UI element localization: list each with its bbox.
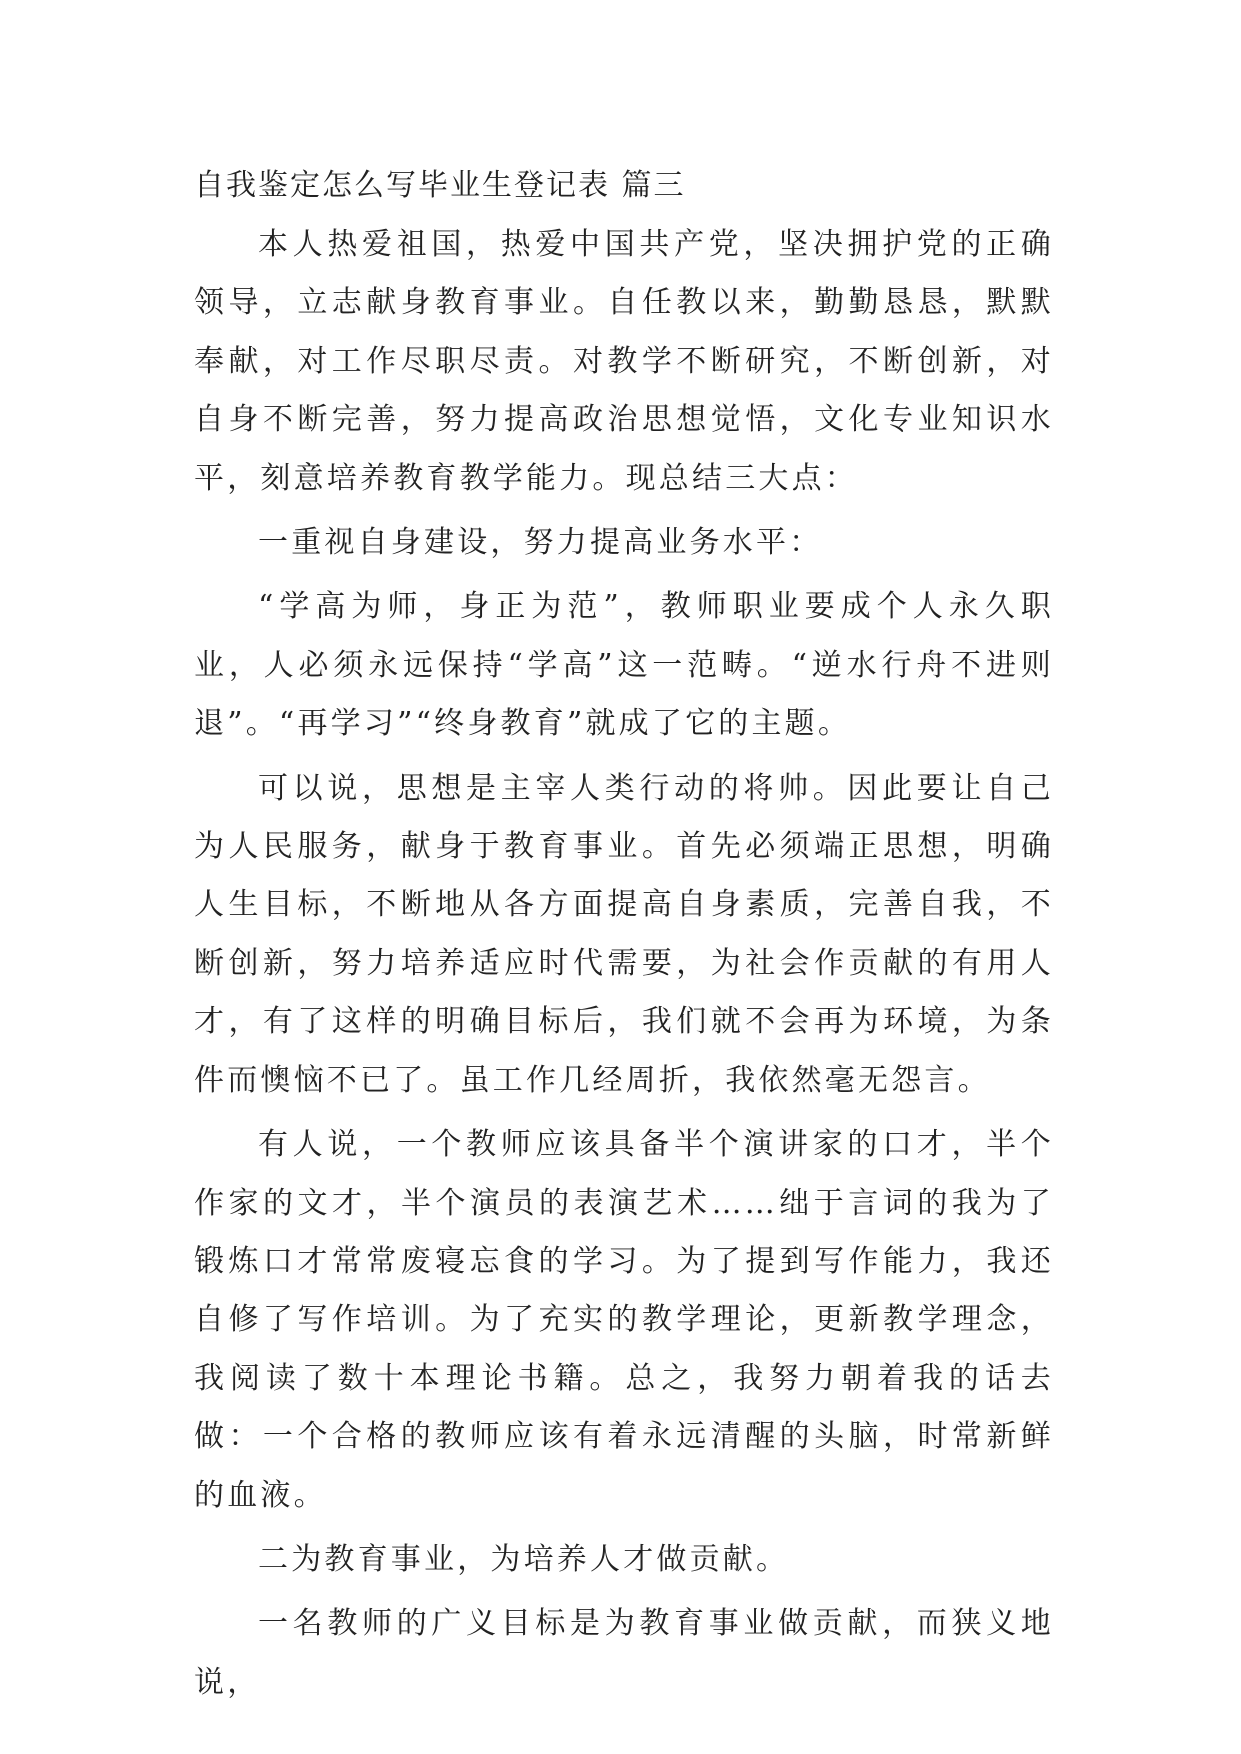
paragraph-skills: 有人说，一个教师应该具备半个演讲家的口才，半个作家的文才，半个演员的表演艺术……绌于言词的我为了锻炼口才常常废寝忘食的学习。为了提到写作能力，我还自修了写作培训。为了充实的教学理论，更新教学理念，我阅读了数十本理论书籍。总之，我努力朝着我的话去做：一个合格的教师应该有着永远清醒的头脑，时常新鲜的血液。	[194, 1127, 1054, 1513]
paragraph-teacher-goal: 一名教师的广义目标是为教育事业做贡献，而狭义地说，	[194, 1606, 1054, 1700]
document-title: 自我鉴定怎么写毕业生登记表 篇三	[194, 168, 686, 203]
paragraph-learning: “学高为师，身正为范”，教师职业要成个人永久职业，人必须永远保持“学高”这一范畴。“逆水行舟不进则退”。“再学习”“终身教育”就成了它的主题。	[194, 589, 1054, 742]
paragraph-thought: 可以说，思想是主宰人类行动的将帅。因此要让自己为人民服务，献身于教育事业。首先必须端正思想，明确人生目标，不断地从各方面提高自身素质，完善自我，不断创新，努力培养适应时代需要，为社会作贡献的有用人才，有了这样的明确目标后，我们就不会再为环境，为条件而懊恼不已了。虽工作几经周折，我依然毫无怨言。	[194, 770, 1054, 1098]
document-body	[194, 156, 1054, 1712]
paragraph-point-two-heading: 二为教育事业，为培养人才做贡献。	[258, 1541, 790, 1577]
paragraph-point-one-heading: 一重视自身建设，努力提高业务水平：	[258, 525, 823, 561]
paragraph-intro: 本人热爱祖国，热爱中国共产党，坚决拥护党的正确领导，立志献身教育事业。自任教以来，勤勤恳恳，默默奉献，对工作尽职尽责。对教学不断研究，不断创新，对自身不断完善，努力提高政治思想觉悟，文化专业知识水平，刻意培养教育教学能力。现总结三大点：	[194, 227, 1054, 496]
